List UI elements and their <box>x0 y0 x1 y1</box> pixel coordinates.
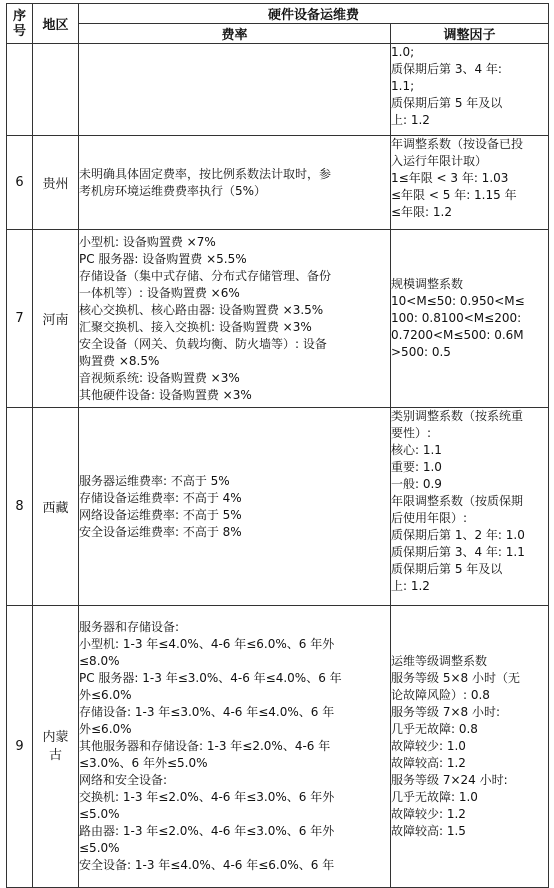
rate-line: 小型机: 1-3 年≤4.0%、4-6 年≤6.0%、6 年外 <box>79 637 335 651</box>
table-row <box>7 606 549 888</box>
rate-line: 网络设备运维费率: 不高于 5% <box>79 507 242 522</box>
factor-line: 类别调整系数（按系统重 <box>391 409 524 423</box>
factor-line: 故障较少: 1.0 <box>391 739 466 753</box>
rate-line: ≤5.0% <box>79 807 120 821</box>
rate-line: 核心交换机、核心路由器: 设备购置费 ×3.5% <box>79 302 324 317</box>
factor-line: 规模调整系数 <box>391 277 464 291</box>
factor-line: 1.1; <box>391 79 415 93</box>
factor-line: 服务等级 7×8 小时: <box>391 705 500 719</box>
rate-line: 存储设备运维费率: 不高于 4% <box>79 490 242 505</box>
rate-line: ≤3.0%、6 年外≤5.0% <box>79 756 208 770</box>
rate-line: 安全设备运维费率: 不高于 8% <box>79 524 242 539</box>
rate-line: 安全设备（网关、负载均衡、防火墙等）: 设备 <box>79 336 327 351</box>
cell-region: 西藏 <box>33 408 79 606</box>
cell-rate <box>79 606 391 888</box>
factor-line: 10<M≤50: 0.950<M≤ <box>391 294 525 308</box>
cell-factor <box>391 606 549 888</box>
rate-line: 存储设备（集中式存储、分布式存储管理、备份 <box>79 268 332 283</box>
cell-factor <box>391 44 549 136</box>
header-seq: 序号 <box>7 4 33 44</box>
cell-factor <box>391 136 549 230</box>
rate-line: 考机房环境运维费费率执行（5%） <box>79 183 267 198</box>
cell-rate <box>79 408 391 606</box>
cell-factor <box>391 408 549 606</box>
cell-region: 内蒙古 <box>33 606 79 888</box>
cell-seq: 9 <box>7 606 33 888</box>
factor-line: ≤年限 < 5 年: 1.15 年 <box>391 188 517 202</box>
header-hardware-maintenance: 硬件设备运维费 <box>79 4 549 24</box>
factor-line: 质保期后第 3、4 年: 1.1 <box>391 545 525 559</box>
factor-line: 质保期后第 3、4 年: <box>391 62 502 76</box>
factor-line: >500: 0.5 <box>391 345 451 359</box>
factor-line: 年限调整系数（按质保期 <box>391 494 524 508</box>
factor-line: 一般: 0.9 <box>391 477 442 491</box>
cell-seq <box>7 44 33 136</box>
factor-line: 故障较少: 1.2 <box>391 807 466 821</box>
rate-line: 路由器: 1-3 年≤2.0%、4-6 年≤3.0%、6 年外 <box>79 824 335 838</box>
factor-line: 质保期后第 1、2 年: 1.0 <box>391 528 525 542</box>
cell-factor <box>391 230 549 408</box>
factor-line: 服务等级 7×24 小时: <box>391 773 508 787</box>
rate-line: PC 服务器: 设备购置费 ×5.5% <box>79 251 247 266</box>
rate-line: 服务器运维费率: 不高于 5% <box>79 473 230 488</box>
cell-seq: 8 <box>7 408 33 606</box>
factor-line: 论故障风险）: 0.8 <box>391 688 490 702</box>
rate-line: 一体机等）: 设备购置费 ×6% <box>79 285 240 300</box>
rate-line: 外≤6.0% <box>79 722 132 736</box>
cell-rate <box>79 230 391 408</box>
rate-line: 交换机: 1-3 年≤2.0%、4-6 年≤3.0%、6 年外 <box>79 790 335 804</box>
factor-line: 运维等级调整系数 <box>391 654 488 668</box>
factor-line: 几乎无故障: 1.0 <box>391 790 478 804</box>
rate-line: 安全设备: 1-3 年≤4.0%、4-6 年≤6.0%、6 年 <box>79 858 335 872</box>
factor-line: 几乎无故障: 0.8 <box>391 722 478 736</box>
factor-line: 100: 0.8100<M≤200: <box>391 311 522 325</box>
factor-line: 故障较高: 1.2 <box>391 756 466 770</box>
factor-line: 服务等级 5×8 小时（无 <box>391 671 520 685</box>
table-row <box>7 230 549 408</box>
factor-line: 要性）: <box>391 426 432 440</box>
factor-line: 1≤年限 < 3 年: 1.03 <box>391 171 509 185</box>
factor-line: 质保期后第 5 年及以 <box>391 96 503 110</box>
rate-line: PC 服务器: 1-3 年≤3.0%、4-6 年≤4.0%、6 年 <box>79 671 342 685</box>
table-row <box>7 44 549 136</box>
rate-line: 购置费 ×8.5% <box>79 353 160 368</box>
factor-line: 重要: 1.0 <box>391 460 442 474</box>
table-row <box>7 408 549 606</box>
factor-line: 入运行年限计取） <box>391 154 488 168</box>
table-row <box>7 136 549 230</box>
cell-seq: 6 <box>7 136 33 230</box>
rate-line: 未明确具体固定费率，按比例系数法计取时，参 <box>79 166 332 181</box>
rate-line: 汇聚交换机、接入交换机: 设备购置费 ×3% <box>79 319 312 334</box>
rate-line: ≤8.0% <box>79 654 120 668</box>
rate-line: 服务器和存储设备: <box>79 620 180 634</box>
cell-rate <box>79 136 391 230</box>
rate-line: ≤5.0% <box>79 841 120 855</box>
rate-line: 其他服务器和存储设备: 1-3 年≤2.0%、4-6 年 <box>79 739 331 753</box>
rate-line: 其他硬件设备: 设备购置费 ×3% <box>79 387 252 402</box>
factor-line: 后使用年限）: <box>391 511 468 525</box>
factor-line: 上: 1.2 <box>391 579 430 593</box>
rate-line: 音视频系统: 设备购置费 ×3% <box>79 370 240 385</box>
header-rate: 费率 <box>79 24 391 44</box>
rate-line: 网络和安全设备: <box>79 773 168 787</box>
factor-line: 质保期后第 5 年及以 <box>391 562 503 576</box>
cell-rate <box>79 44 391 136</box>
factor-line: 故障较高: 1.5 <box>391 824 466 838</box>
cell-seq: 7 <box>7 230 33 408</box>
factor-line: ≤年限: 1.2 <box>391 205 452 219</box>
cell-region <box>33 44 79 136</box>
factor-line: 核心: 1.1 <box>391 443 442 457</box>
factor-line: 上: 1.2 <box>391 113 430 127</box>
header-factor: 调整因子 <box>391 24 549 44</box>
rate-line: 外≤6.0% <box>79 688 132 702</box>
factor-line: 0.7200<M≤500: 0.6M <box>391 328 524 342</box>
header-region: 地区 <box>33 4 79 44</box>
maintenance-fee-table <box>6 3 549 888</box>
cell-region: 河南 <box>33 230 79 408</box>
factor-line: 年调整系数（按设备已投 <box>391 137 524 151</box>
cell-region: 贵州 <box>33 136 79 230</box>
factor-line: 1.0; <box>391 45 415 59</box>
rate-line: 存储设备: 1-3 年≤3.0%、4-6 年≤4.0%、6 年 <box>79 705 335 719</box>
rate-line: 小型机: 设备购置费 ×7% <box>79 234 216 249</box>
